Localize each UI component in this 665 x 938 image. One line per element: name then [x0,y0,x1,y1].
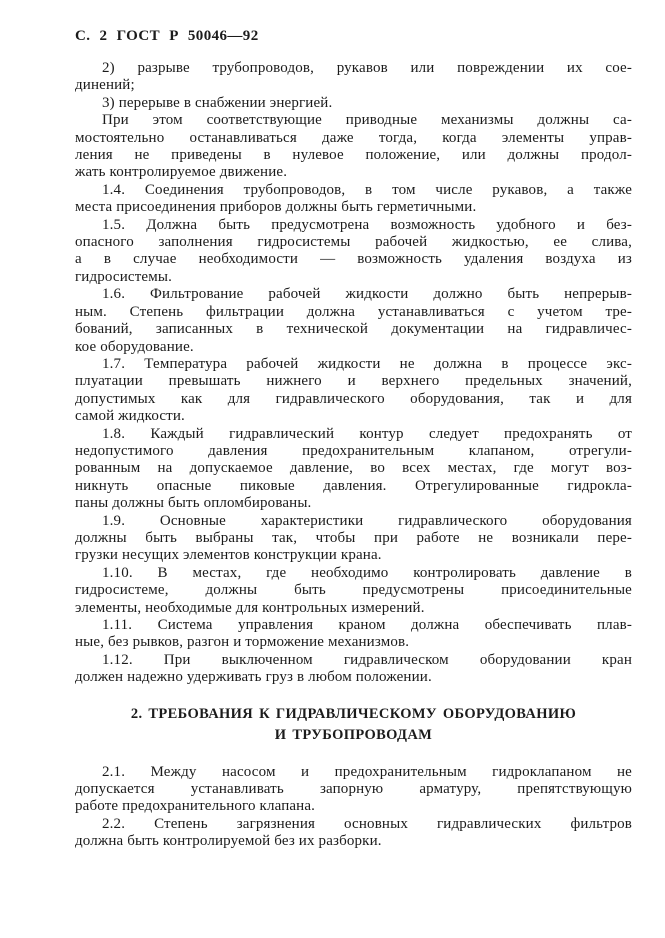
paragraph [75,617,632,652]
text-line: 1.7. Температура рабочей жидкости не должна в процессе экс- [102,355,632,372]
text-line: мостоятельно останавливаться даже тогда, когда элементы управ- [75,129,632,146]
text-line: 1.11. Система управления краном должна обеспечивать плав- [102,617,632,633]
text-line: недопустимого давления предохранительным клапаном, отрегули- [75,442,632,459]
paragraph [75,513,632,565]
text-line: должны быть выбраны так, чтобы при работе не возникали пере- [75,529,632,546]
text-line: При этом соответствующие приводные механизмы должны са- [102,112,632,129]
section-heading-line: 2. ТРЕБОВАНИЯ К ГИДРАВЛИЧЕСКОМУ ОБОРУДОВАНИЮ [130,705,577,722]
text-line: элементы, необходимые для контрольных измерений. [75,599,425,616]
paragraph [75,217,632,287]
text-line: бований, записанных в технической документации на гидравличес- [75,321,632,338]
paragraph [75,764,632,816]
text-line: 1.5. Должна быть предусмотрена возможность удобного и без- [102,216,632,233]
page-header: С. 2 ГОСТ Р 50046—92 [75,28,259,44]
text-line: 1.12. При выключенном гидравлическом оборудовании кран [102,651,632,668]
text-line: самой жидкости. [75,408,185,425]
text-line: никнуть опасные пиковые давления. Отрегулированные гидрокла- [75,477,632,494]
paragraph [75,426,632,513]
text-line: плуатации превышать нижнего и верхнего предельных значений, [75,373,632,390]
text-line: должен надежно удерживать груз в любом положении. [75,669,432,686]
text-line: места присоединения приборов должны быть герметичными. [75,199,477,216]
text-line: кое оборудование. [75,338,194,355]
text-line: должна быть контролируемой без их разборки. [75,833,382,850]
text-line: допустимых как для гидравлического оборудования, так и для [75,390,632,407]
text-line: паны должны быть опломбированы. [75,495,312,512]
text-line: допускается устанавливать запорную арматуру, препятствующую [75,781,632,798]
text-line: 1.8. Каждый гидравлический контур следует предохранять от [102,425,632,442]
text-line: динений; [75,77,135,94]
text-line: жать контролируемое движение. [75,164,288,181]
paragraph [75,286,632,356]
text-line: 2) разрыве трубопроводов, рукавов или повреждении их сое- [102,60,632,76]
text-line: гидросистемы. [75,268,173,285]
paragraph [75,356,632,426]
text-line: работе предохранительного клапана. [75,798,316,815]
section-heading-line: И ТРУБОПРОВОДАМ [274,726,433,743]
paragraph [75,112,632,182]
text-line: 3) перерыве в снабжении энергией. [102,94,333,111]
text-line: опасного заполнения гидросистемы рабочей жидкостью, ее слива, [75,234,632,251]
text-line: грузки несущих элементов конструкции крана. [75,547,382,564]
text-line: 1.9. Основные характеристики гидравлического оборудования [102,512,632,529]
paragraph [75,95,632,112]
text-line: ления не приведены в нулевое положение, или должны продол- [75,147,632,164]
text-line: ные, без рывков, разгон и торможение механизмов. [75,634,410,651]
text-line: рованным на допускаемое давление, во всех местах, где могут воз- [75,460,632,477]
text-line: ным. Степень фильтрации должна устанавливаться с учетом тре- [75,303,632,320]
paragraph [75,60,632,95]
document-body [75,60,632,851]
paragraph [75,816,632,851]
text-line: 1.4. Соединения трубопроводов, в том числе рукавов, а также [102,181,632,198]
paragraph [75,565,632,617]
text-line: 1.6. Фильтрование рабочей жидкости должно быть непрерыв- [102,286,632,303]
text-line: 2.2. Степень загрязнения основных гидравлических фильтров [102,815,632,832]
paragraph [75,182,632,217]
text-line: гидросистеме, должны быть предусмотрены присоединительные [75,582,632,599]
paragraph [75,652,632,687]
text-line: 1.10. В местах, где необходимо контролировать давление в [102,564,632,581]
text-line: а в случае необходимости — возможность удаления воздуха из [75,251,632,268]
section-heading [75,704,632,746]
text-line: 2.1. Между насосом и предохранительным гидроклапаном не [102,763,632,780]
